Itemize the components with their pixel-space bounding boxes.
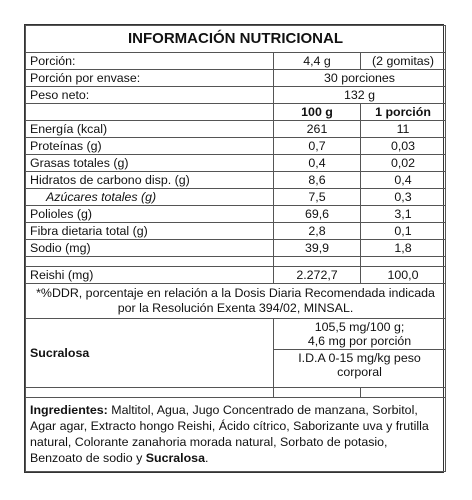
nutrient-row <box>26 189 446 206</box>
nutrient-row <box>26 206 446 223</box>
nutrient-per-serving: 0,1 <box>361 223 446 240</box>
nutrient-per100: 2,8 <box>274 223 361 240</box>
nutrient-per-serving: 1,8 <box>361 240 446 257</box>
column-header-blank <box>26 104 274 121</box>
nutrient-per100: 0,7 <box>274 138 361 155</box>
reishi-name: Reishi (mg) <box>26 267 274 284</box>
nutrient-per100: 261 <box>274 121 361 138</box>
serving-row <box>26 53 446 70</box>
column-header-per100: 100 g <box>274 104 361 121</box>
nutrient-per100: 8,6 <box>274 172 361 189</box>
nutrition-facts-label <box>24 24 444 473</box>
ddr-footnote: *%DDR, porcentaje en relación a la Dosis Diaria Recomendada indicada por la Resolución Exenta 394/02, MINSAL. <box>26 284 446 319</box>
spacer-row <box>26 388 446 398</box>
nutrient-per100: 39,9 <box>274 240 361 257</box>
label-title: INFORMACIÓN NUTRICIONAL <box>26 26 446 53</box>
nutrient-per-serving: 0,3 <box>361 189 446 206</box>
nutrition-table <box>25 25 446 472</box>
net-weight-label: Peso neto: <box>26 87 274 104</box>
column-header-row <box>26 104 446 121</box>
nutrient-per-serving: 0,4 <box>361 172 446 189</box>
ingredients-label: Ingredientes: <box>30 403 108 417</box>
nutrient-row <box>26 121 446 138</box>
nutrient-name: Grasas totales (g) <box>26 155 274 172</box>
nutrient-name: Azúcares totales (g) <box>26 189 274 206</box>
serving-units: (2 gomitas) <box>361 53 446 70</box>
serving-amount: 4,4 g <box>274 53 361 70</box>
sweetener-per-serving: 4,6 mg por porción <box>307 334 412 348</box>
sweetener-ida: I.D.A 0-15 mg/kg peso corporal <box>274 350 446 388</box>
ingredients-text <box>26 398 446 472</box>
ingredients-list: Maltitol, Agua, Jugo Concentrado de manzana, Sorbitol, Agar agar, Extracto hongo Reishi, Ácido cítrico, Saborizante uva y frutilla natural, Colorante zanahoria morada natural, Sorbato de potasio, Benzoato de sodio y <box>30 403 429 465</box>
nutrient-name: Sodio (mg) <box>26 240 274 257</box>
nutrient-per100: 7,5 <box>274 189 361 206</box>
ingredients-sweetener: Sucralosa <box>145 451 205 465</box>
nutrient-name: Energía (kcal) <box>26 121 274 138</box>
nutrient-name: Proteínas (g) <box>26 138 274 155</box>
net-weight-row <box>26 87 446 104</box>
ingredients-row <box>26 398 446 472</box>
servings-per-pack-label: Porción por envase: <box>26 70 274 87</box>
nutrient-per-serving: 11 <box>361 121 446 138</box>
footnote-row <box>26 284 446 319</box>
sweetener-per100: 105,5 mg/100 g; <box>314 320 405 334</box>
reishi-row <box>26 267 446 284</box>
title-row <box>26 26 446 53</box>
nutrient-name: Hidratos de carbono disp. (g) <box>26 172 274 189</box>
nutrient-name: Fibra dietaria total (g) <box>26 223 274 240</box>
spacer-row <box>26 257 446 267</box>
reishi-per100: 2.272,7 <box>274 267 361 284</box>
sweetener-row <box>26 319 446 350</box>
sweetener-amount <box>274 319 446 350</box>
nutrient-row <box>26 172 446 189</box>
nutrient-row <box>26 223 446 240</box>
nutrient-name: Polioles (g) <box>26 206 274 223</box>
column-header-per-serving: 1 porción <box>361 104 446 121</box>
ingredients-end: . <box>204 451 209 465</box>
nutrient-row <box>26 138 446 155</box>
nutrient-per100: 69,6 <box>274 206 361 223</box>
nutrient-row <box>26 240 446 257</box>
nutrient-per-serving: 0,03 <box>361 138 446 155</box>
serving-label: Porción: <box>26 53 274 70</box>
nutrient-row <box>26 155 446 172</box>
nutrient-per-serving: 0,02 <box>361 155 446 172</box>
servings-per-pack-value: 30 porciones <box>274 70 446 87</box>
sweetener-name: Sucralosa <box>26 319 274 388</box>
reishi-per-serving: 100,0 <box>361 267 446 284</box>
net-weight-value: 132 g <box>274 87 446 104</box>
nutrient-per-serving: 3,1 <box>361 206 446 223</box>
nutrient-per100: 0,4 <box>274 155 361 172</box>
servings-per-pack-row <box>26 70 446 87</box>
